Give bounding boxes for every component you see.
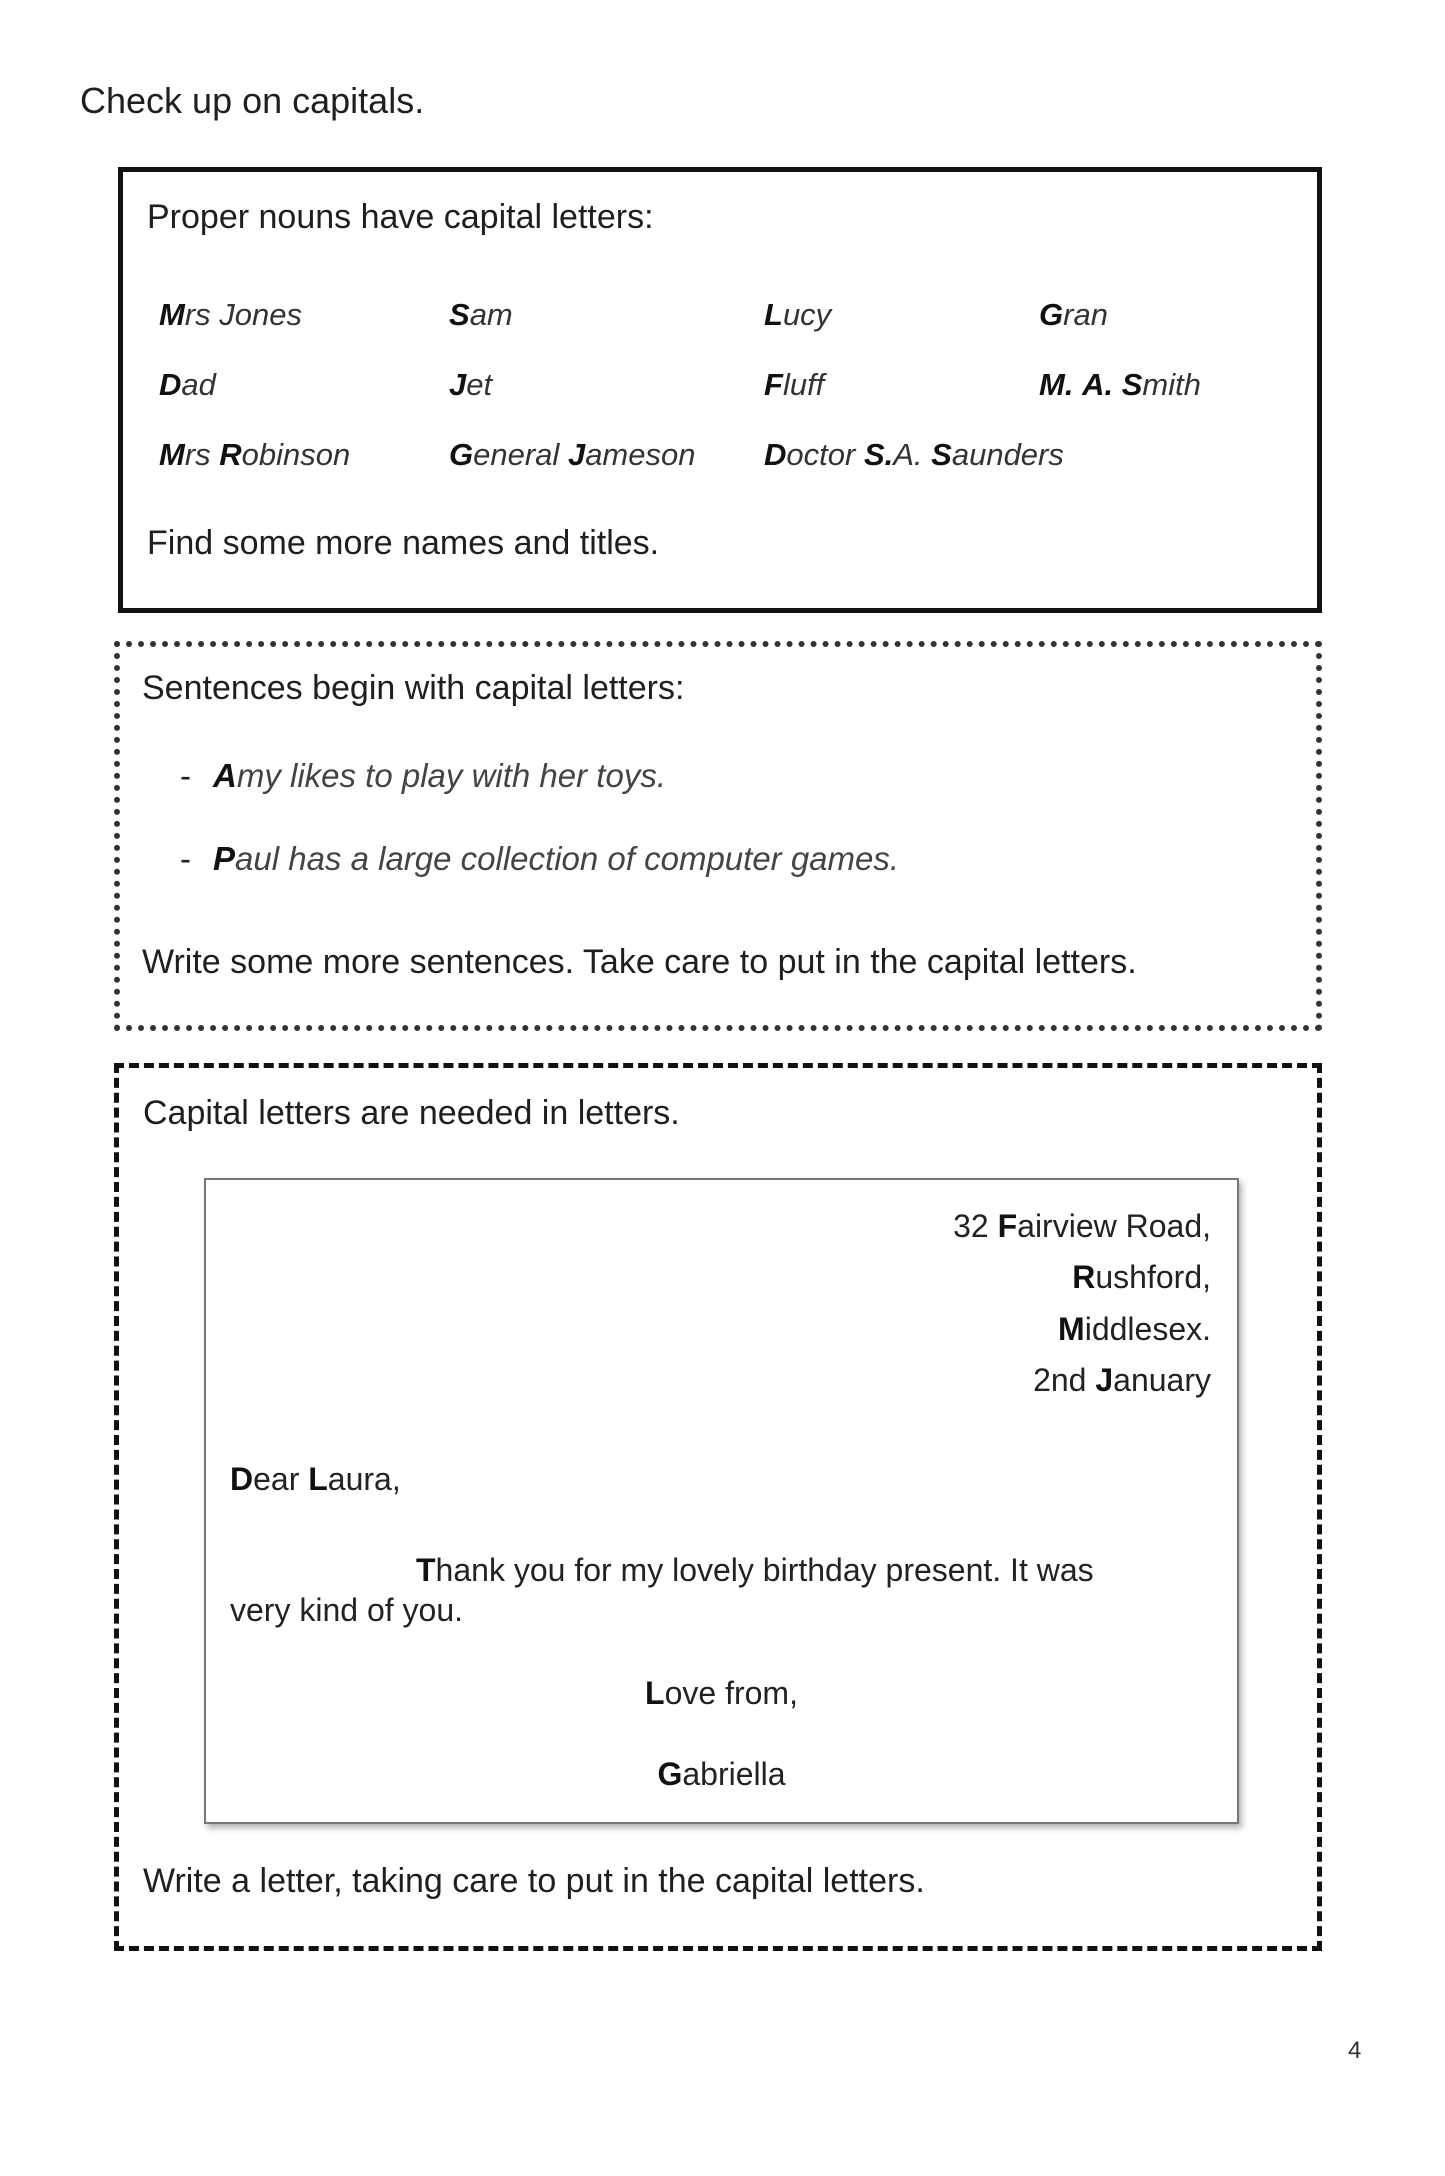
name-item: Mrs Jones: [159, 297, 302, 332]
address-line: 2nd January: [1033, 1362, 1211, 1398]
address-line: Rushford,: [1072, 1259, 1211, 1295]
names-row: [159, 297, 1259, 367]
names-row: [159, 437, 1259, 507]
example-sentence: - Paul has a large collection of computer games.: [180, 840, 900, 877]
letters-instruction: Write a letter, taking care to put in the capital letters.: [143, 1862, 925, 1900]
name-item: Sam: [449, 297, 513, 332]
name-item: Doctor S.A. Saunders: [764, 437, 1064, 472]
letter-signature: Gabriella: [657, 1756, 786, 1792]
example-letter: [204, 1178, 1239, 1824]
address-line: Middlesex.: [1058, 1311, 1211, 1347]
name-item: Mrs Robinson: [159, 437, 351, 472]
name-item: Jet: [449, 367, 493, 402]
name-item: Fluff: [764, 367, 825, 402]
page-number: 4: [1348, 2037, 1362, 2064]
proper-nouns-instruction: Find some more names and titles.: [147, 524, 660, 562]
sentences-box: [114, 641, 1322, 1031]
page-heading: Check up on capitals.: [80, 80, 425, 121]
sentences-instruction: Write some more sentences. Take care to put in the capital letters.: [142, 943, 1137, 981]
example-sentence: - Amy likes to play with her toys.: [180, 757, 666, 794]
letters-box: [114, 1063, 1322, 1951]
name-item: General Jameson: [449, 437, 696, 472]
proper-nouns-title: Proper nouns have capital letters:: [147, 198, 654, 236]
sentences-title: Sentences begin with capital letters:: [142, 669, 685, 707]
letter-body-line: Thank you for my lovely birthday present. It was: [416, 1552, 1094, 1588]
letter-greeting: Dear Laura,: [230, 1461, 401, 1497]
name-item: Dad: [159, 367, 216, 402]
names-grid: [159, 297, 1259, 507]
names-row: [159, 367, 1259, 437]
letter-closing: Love from,: [645, 1675, 798, 1711]
name-item: Lucy: [764, 297, 832, 332]
letters-title: Capital letters are needed in letters.: [143, 1094, 680, 1132]
proper-nouns-box: [118, 167, 1322, 613]
name-item: M. A. Smith: [1039, 367, 1201, 402]
name-item: Gran: [1039, 297, 1108, 332]
letter-body-line: very kind of you.: [230, 1592, 463, 1628]
address-line: 32 Fairview Road,: [953, 1208, 1211, 1244]
